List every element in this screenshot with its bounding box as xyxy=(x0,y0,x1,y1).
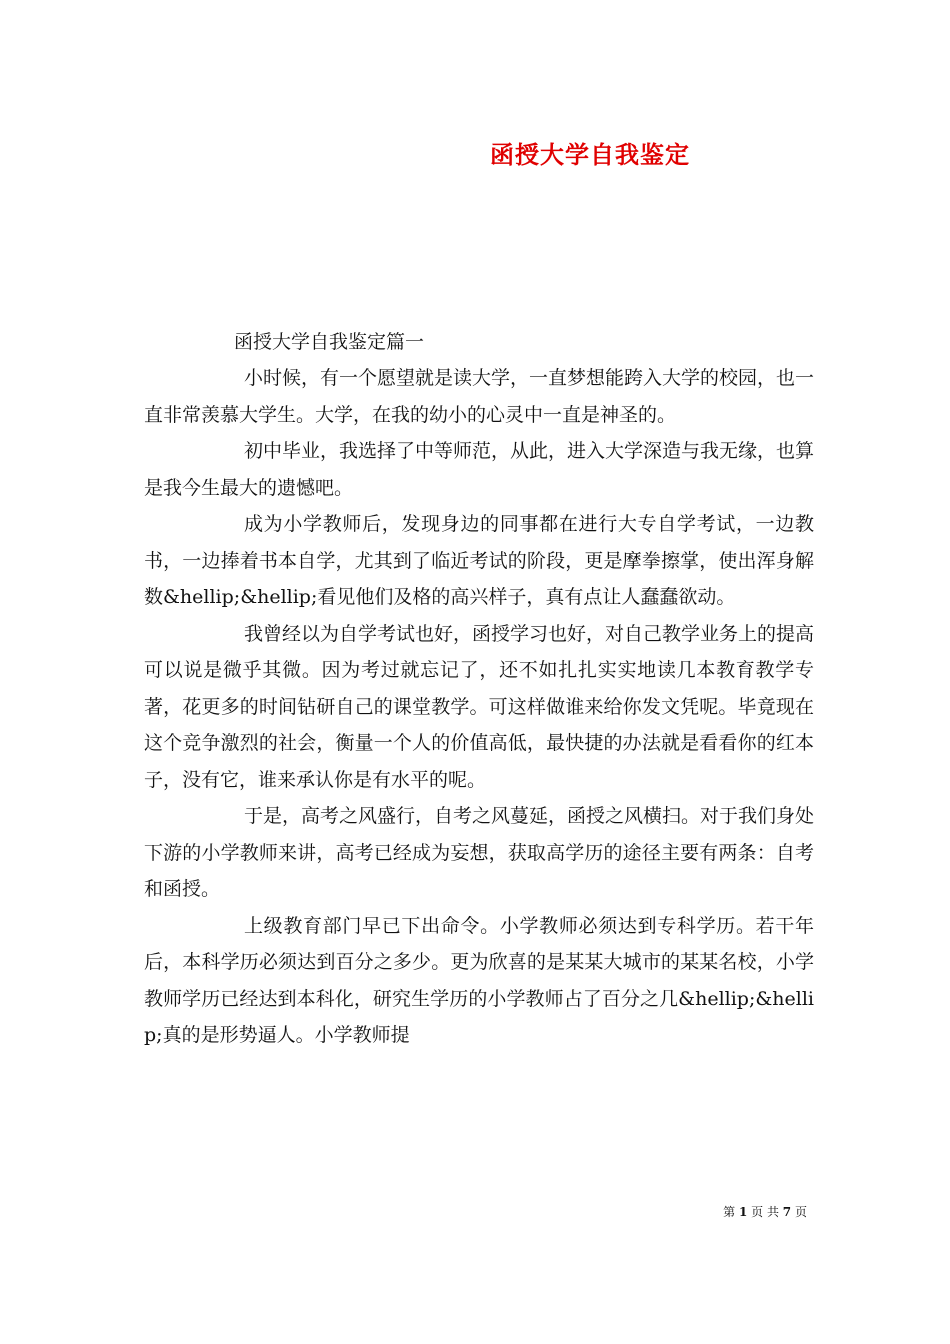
paragraph: 我曾经以为自学考试也好，函授学习也好，对自己教学业务上的提高可以说是微乎其微。因为考过就忘记了，还不如扎扎实实地读几本教育教学专著，花更多的时间钻研自己的课堂教学。可这样做谁来给你发文凭呢。毕竟现在这个竞争激烈的社会，衡量一个人的价值高低，最快捷的办法就是看看你的红本子，没有它，谁来承认你是有水平的呢。 xyxy=(144,622,815,791)
footer-suffix: 页 xyxy=(794,1205,807,1219)
paragraph: 小时候，有一个愿望就是读大学，一直梦想能跨入大学的校园，也一直非常羡慕大学生。大学，在我的幼小的心灵中一直是神圣的。 xyxy=(144,367,815,426)
paragraph: 成为小学教师后，发现身边的同事都在进行大专自学考试，一边教书，一边捧着书本自学，尤其到了临近考试的阶段，更是摩拳擦掌，使出浑身解数&hellip;&hellip;看见他们及格的高兴样子，真有点让人蠢蠢欲动。 xyxy=(144,513,814,608)
total-pages-number: 7 xyxy=(782,1205,792,1219)
paragraph: 初中毕业，我选择了中等师范，从此，进入大学深造与我无缘，也算是我今生最大的遗憾吧。 xyxy=(144,440,815,499)
footer-prefix: 第 xyxy=(723,1205,736,1219)
current-page-number: 1 xyxy=(738,1205,748,1219)
section-title: 函授大学自我鉴定篇一 xyxy=(234,331,425,353)
page-footer xyxy=(723,1203,807,1220)
document-body xyxy=(144,360,814,1054)
document-title: 函授大学自我鉴定 xyxy=(490,140,690,169)
paragraph: 上级教育部门早已下出命令。小学教师必须达到专科学历。若干年后，本科学历必须达到百分之多少。更为欣喜的是某某大城市的某某名校，小学教师学历已经达到本科化，研究生学历的小学教师占了百分之几&hellip;&hellip;真的是形势逼人。小学教师提 xyxy=(144,914,814,1046)
footer-middle: 页 共 xyxy=(751,1205,779,1219)
paragraph: 于是，高考之风盛行，自考之风蔓延，函授之风横扫。对于我们身处下游的小学教师来讲，高考已经成为妄想，获取高学历的途径主要有两条：自考和函授。 xyxy=(144,805,815,900)
